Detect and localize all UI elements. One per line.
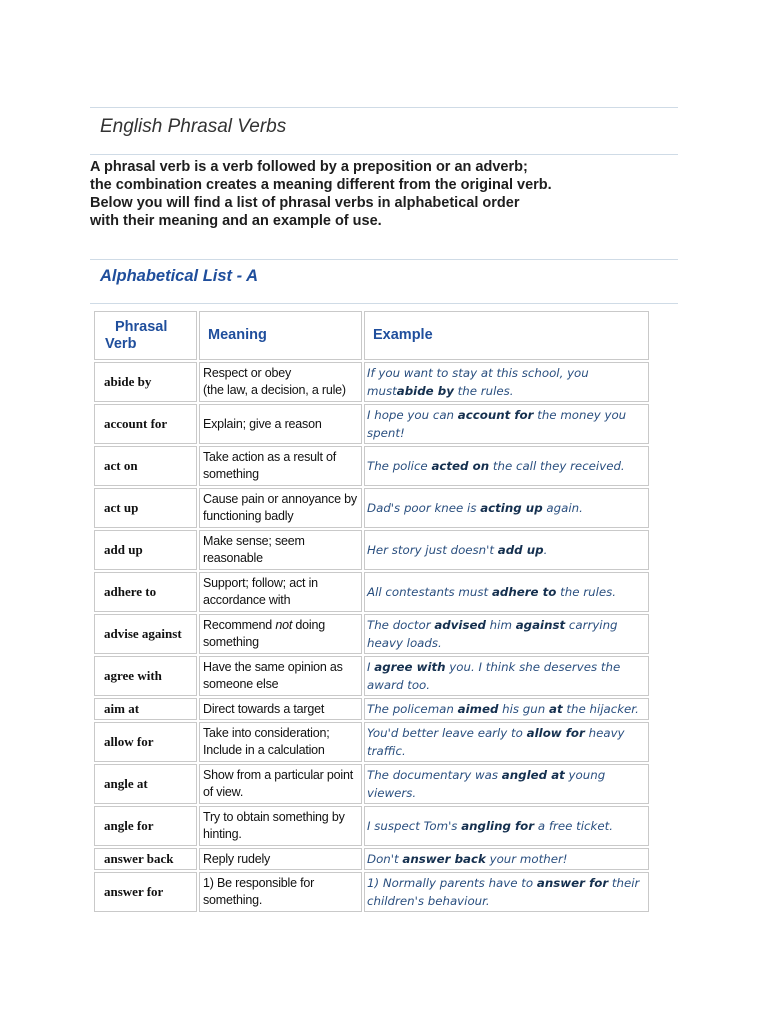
table-row [94,572,649,612]
cell-example: I hope you can account for the money you spent! [364,404,649,444]
cell-phrasal-verb: answer back [94,848,197,870]
header-phrasal-verb [94,311,197,360]
table-row [94,872,649,912]
cell-example: 1) Normally parents have to answer for their children's behaviour. [364,872,649,912]
cell-meaning: Try to obtain something by hinting. [199,806,362,846]
table-row [94,404,649,444]
table-row [94,614,649,654]
header-verb-line1: Phrasal [115,318,168,335]
header-example-label: Example [373,327,433,343]
intro-line: the combination creates a meaning different from the original verb. [90,177,552,193]
cell-example: Dad's poor knee is acting up again. [364,488,649,528]
table-row [94,530,649,570]
table-row [94,722,649,762]
cell-phrasal-verb: abide by [94,362,197,402]
intro-line: Below you will find a list of phrasal verbs in alphabetical order [90,195,520,211]
table-row [94,446,649,486]
cell-phrasal-verb: aim at [94,698,197,720]
table-header-row [94,311,649,360]
section-bottom-rule [90,303,678,304]
cell-meaning: Take action as a result of something [199,446,362,486]
title-rule [90,154,678,155]
table-row [94,362,649,402]
cell-meaning: Respect or obey (the law, a decision, a rule) [199,362,362,402]
cell-phrasal-verb: act on [94,446,197,486]
section-top-rule [90,259,678,260]
table-row [94,806,649,846]
header-meaning-label: Meaning [208,327,267,343]
cell-meaning: Explain; give a reason [199,404,362,444]
cell-meaning: Reply rudely [199,848,362,870]
cell-example: Don't answer back your mother! [364,848,649,870]
cell-meaning: Cause pain or annoyance by functioning badly [199,488,362,528]
cell-phrasal-verb: account for [94,404,197,444]
cell-meaning: Make sense; seem reasonable [199,530,362,570]
intro-line: A phrasal verb is a verb followed by a preposition or an adverb; [90,159,528,175]
table-row [94,488,649,528]
cell-example: The police acted on the call they received. [364,446,649,486]
cell-phrasal-verb: add up [94,530,197,570]
intro-line: with their meaning and an example of use. [90,213,382,229]
table-row [94,764,649,804]
cell-meaning: Support; follow; act in accordance with [199,572,362,612]
cell-example: If you want to stay at this school, you mustabide by the rules. [364,362,649,402]
phrasal-verbs-table [92,309,651,914]
cell-example: Her story just doesn't add up. [364,530,649,570]
cell-meaning: Take into consideration; Include in a calculation [199,722,362,762]
cell-example: I agree with you. I think she deserves the award too. [364,656,649,696]
cell-example: I suspect Tom's angling for a free ticket. [364,806,649,846]
header-verb-line2: Verb [105,335,137,352]
section-heading: Alphabetical List - A [100,267,258,285]
top-rule [90,107,678,108]
cell-phrasal-verb: angle at [94,764,197,804]
table-row [94,656,649,696]
cell-example: The policeman aimed his gun at the hijacker. [364,698,649,720]
cell-phrasal-verb: answer for [94,872,197,912]
cell-meaning: Direct towards a target [199,698,362,720]
header-meaning [199,311,362,360]
cell-phrasal-verb: agree with [94,656,197,696]
table-row [94,698,649,720]
cell-phrasal-verb: advise against [94,614,197,654]
cell-phrasal-verb: angle for [94,806,197,846]
cell-example: All contestants must adhere to the rules. [364,572,649,612]
cell-example: The documentary was angled at young viewers. [364,764,649,804]
cell-phrasal-verb: allow for [94,722,197,762]
intro-paragraph [90,158,650,230]
header-example [364,311,649,360]
cell-phrasal-verb: act up [94,488,197,528]
page-title: English Phrasal Verbs [100,116,287,137]
cell-meaning: Show from a particular point of view. [199,764,362,804]
cell-meaning: 1) Be responsible for something. [199,872,362,912]
cell-meaning: Recommend not doing something [199,614,362,654]
table-row [94,848,649,870]
cell-meaning: Have the same opinion as someone else [199,656,362,696]
cell-example: The doctor advised him against carrying heavy loads. [364,614,649,654]
cell-phrasal-verb: adhere to [94,572,197,612]
cell-example: You'd better leave early to allow for heavy traffic. [364,722,649,762]
